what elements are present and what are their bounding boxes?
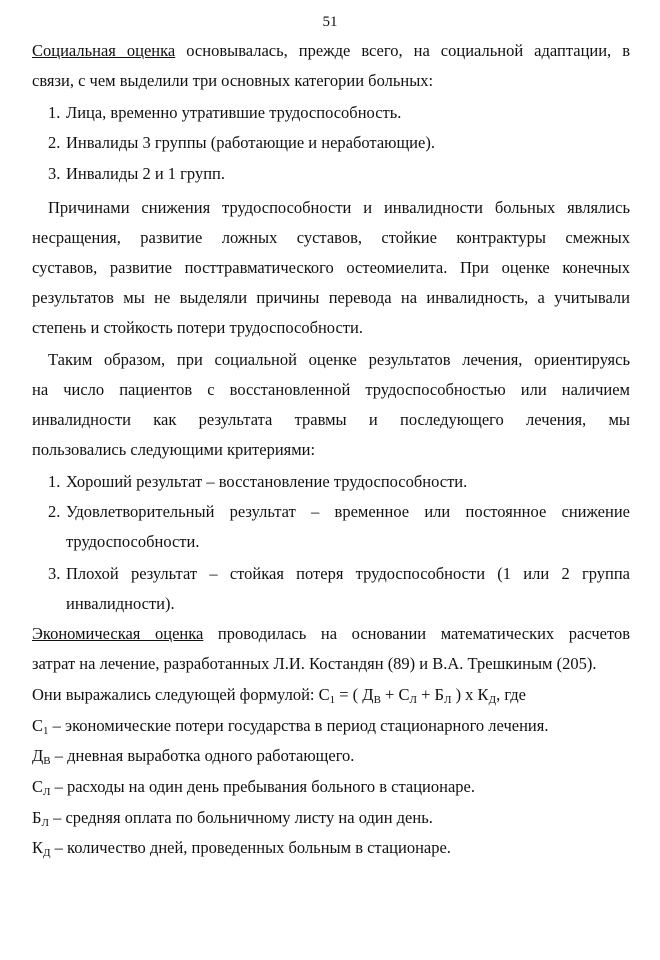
paragraph-1-line-2: связи, с чем выделили три основных категории больных:	[32, 71, 434, 90]
paragraph-2-line: результатов мы не выделяли причины перевода на инвалидность, а учитывали	[32, 288, 630, 307]
economic-assessment-term: Экономическая оценка	[32, 624, 204, 643]
list-item: 2. Удовлетворительный результат – временное или постоянное снижение	[48, 502, 630, 521]
paragraph-2-line: суставов, развитие посттравматического остеомиелита. При оценке конечных	[32, 258, 630, 277]
page-number: 51	[322, 14, 338, 30]
definition-item: $Д_В$ – дневная выработка одного работающего.	[32, 746, 355, 767]
definition-item: $С_Л$ – расходы на один день пребывания больного в стационаре.	[32, 777, 475, 798]
list-item: 3. Инвалиды 2 и 1 групп.	[48, 164, 225, 183]
list-item: 1. Хороший результат – восстановление трудоспособности.	[48, 472, 468, 491]
list-item-continuation: инвалидности).	[66, 594, 175, 613]
paragraph-3-line: инвалидности как результата травмы и последующего лечения, мы	[32, 410, 630, 429]
formula-line: Они выражались следующей формулой: $С_1$ = ( $Д_В + С_Л + Б_Л$ ) х $К_Д$, где	[32, 685, 526, 706]
paragraph-2-line: Причинами снижения трудоспособности и инвалидности больных являлись	[48, 198, 630, 217]
paragraph-3-line: Таким образом, при социальной оценке результатов лечения, ориентируясь	[48, 350, 630, 369]
paragraph-4-line-2: затрат на лечение, разработанных Л.И. Костандян (89) и В.А. Трешкиным (205).	[32, 654, 597, 673]
list-item-continuation: трудоспособности.	[66, 532, 200, 551]
paragraph-3-line: на число пациентов с восстановленной трудоспособностью или наличием	[32, 380, 630, 399]
paragraph-2-line: степень и стойкость потери трудоспособности.	[32, 318, 363, 337]
list-item: 2. Инвалиды 3 группы (работающие и неработающие).	[48, 133, 435, 152]
paragraph-3-line: пользовались следующими критериями:	[32, 440, 316, 459]
paragraph-4-line-1: Экономическая оценка проводилась на основании математических расчетов	[32, 624, 630, 643]
list-item: 3. Плохой результат – стойкая потеря трудоспособности (1 или 2 группа	[48, 564, 630, 583]
paragraph-2-line: несращения, развитие ложных суставов, стойкие контрактуры смежных	[32, 228, 630, 247]
paragraph-1-line-1: Социальная оценка основывалась, прежде всего, на социальной адаптации, в	[32, 41, 630, 60]
list-item: 1. Лица, временно утратившие трудоспособность.	[48, 103, 402, 122]
definition-item: $К_Д$ – количество дней, проведенных больным в стационаре.	[32, 838, 451, 859]
definition-item: $С_1$ – экономические потери государства в период стационарного лечения.	[32, 716, 549, 737]
definition-item: $Б_Л$ – средняя оплата по больничному листу на один день.	[32, 808, 433, 829]
social-assessment-term: Социальная оценка	[32, 41, 176, 60]
